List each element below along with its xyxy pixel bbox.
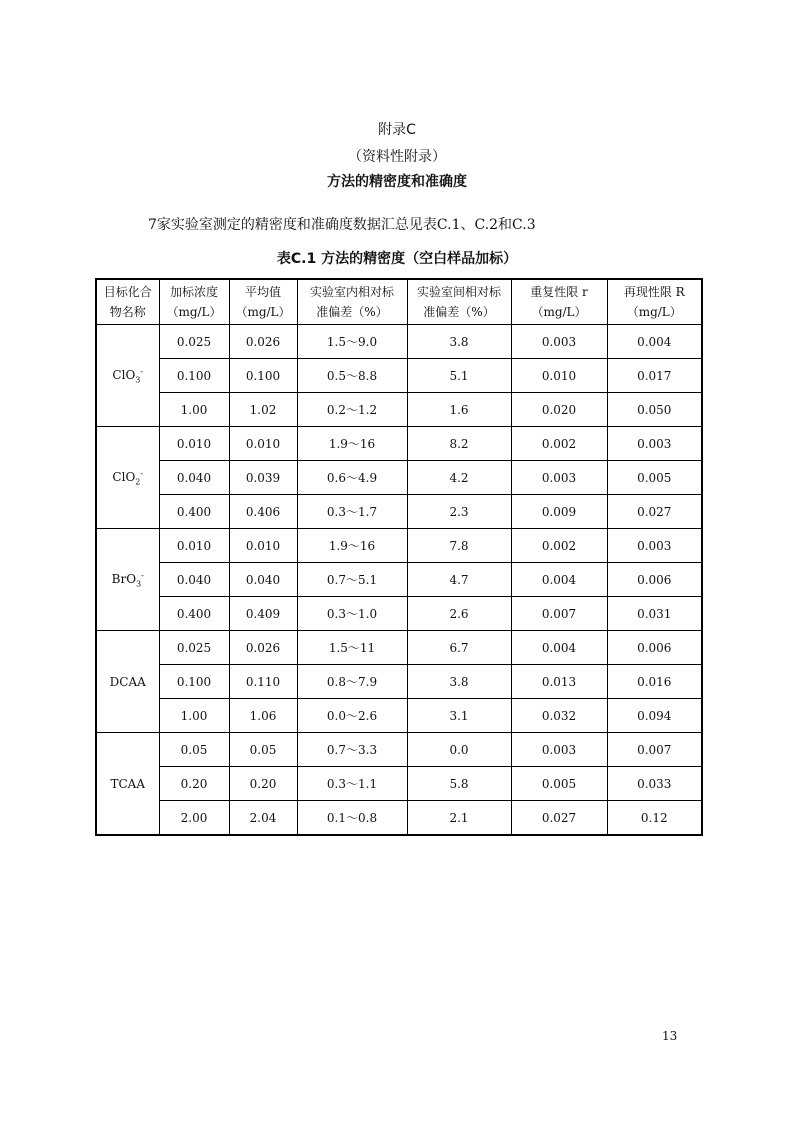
table-cell: 2.00 bbox=[159, 801, 229, 836]
table-row bbox=[96, 529, 702, 563]
table-cell: 0.100 bbox=[229, 359, 297, 393]
header-spike-conc: 加标浓度 （mg/L） bbox=[159, 279, 229, 325]
header-intra-rsd: 实验室内相对标 准偏差（%） bbox=[297, 279, 407, 325]
table-cell: 0.12 bbox=[607, 801, 702, 836]
table-caption: 表C.1 方法的精密度（空白样品加标） bbox=[276, 251, 518, 267]
table-cell: 0.033 bbox=[607, 767, 702, 801]
table-cell: 0.05 bbox=[229, 733, 297, 767]
table-row bbox=[96, 495, 702, 529]
table-cell: 0.110 bbox=[229, 665, 297, 699]
table-cell: 0.004 bbox=[607, 325, 702, 359]
table-cell: 0.010 bbox=[229, 529, 297, 563]
table-row bbox=[96, 767, 702, 801]
table-cell: 0.3～1.1 bbox=[297, 767, 407, 801]
table-cell: 0.026 bbox=[229, 631, 297, 665]
table-cell: 0.0 bbox=[407, 733, 511, 767]
table-cell: 0.006 bbox=[607, 631, 702, 665]
table-cell: 8.2 bbox=[407, 427, 511, 461]
compound-cell: TCAA bbox=[96, 733, 159, 836]
table-cell: 0.004 bbox=[511, 563, 607, 597]
table-cell: 1.9～16 bbox=[297, 529, 407, 563]
table-cell: 0.2～1.2 bbox=[297, 393, 407, 427]
compound-cell: DCAA bbox=[96, 631, 159, 733]
table-cell: 0.017 bbox=[607, 359, 702, 393]
table-cell: 0.002 bbox=[511, 529, 607, 563]
table-row bbox=[96, 699, 702, 733]
table-cell: 0.002 bbox=[511, 427, 607, 461]
table-cell: 2.04 bbox=[229, 801, 297, 836]
table-cell: 0.040 bbox=[159, 563, 229, 597]
table-cell: 0.005 bbox=[607, 461, 702, 495]
table-cell: 1.6 bbox=[407, 393, 511, 427]
table-cell: 0.040 bbox=[229, 563, 297, 597]
table-cell: 0.003 bbox=[607, 529, 702, 563]
table-cell: 0.010 bbox=[159, 427, 229, 461]
table-cell: 0.100 bbox=[159, 359, 229, 393]
table-row bbox=[96, 665, 702, 699]
table-cell: 0.016 bbox=[607, 665, 702, 699]
table-cell: 0.025 bbox=[159, 631, 229, 665]
table-cell: 0.025 bbox=[159, 325, 229, 359]
table-cell: 1.00 bbox=[159, 699, 229, 733]
table-cell: 6.7 bbox=[407, 631, 511, 665]
table-cell: 0.7～3.3 bbox=[297, 733, 407, 767]
table-cell: 3.8 bbox=[407, 325, 511, 359]
table-cell: 0.020 bbox=[511, 393, 607, 427]
table-row bbox=[96, 597, 702, 631]
table-cell: 4.2 bbox=[407, 461, 511, 495]
compound-cell: ClO$_3$- bbox=[96, 325, 159, 427]
table-cell: 0.100 bbox=[159, 665, 229, 699]
table-cell: 1.9～16 bbox=[297, 427, 407, 461]
table-cell: 0.040 bbox=[159, 461, 229, 495]
table-cell: 0.007 bbox=[607, 733, 702, 767]
table-cell: 0.7～5.1 bbox=[297, 563, 407, 597]
table-cell: 0.1～0.8 bbox=[297, 801, 407, 836]
table-row bbox=[96, 359, 702, 393]
table-cell: 0.8～7.9 bbox=[297, 665, 407, 699]
table-cell: 0.406 bbox=[229, 495, 297, 529]
table-cell: 0.031 bbox=[607, 597, 702, 631]
table-cell: 4.7 bbox=[407, 563, 511, 597]
table-cell: 0.094 bbox=[607, 699, 702, 733]
table-row bbox=[96, 461, 702, 495]
table-row bbox=[96, 801, 702, 836]
table-row bbox=[96, 733, 702, 767]
table-cell: 2.6 bbox=[407, 597, 511, 631]
table-cell: 1.5～9.0 bbox=[297, 325, 407, 359]
table-row bbox=[96, 563, 702, 597]
table-cell: 3.1 bbox=[407, 699, 511, 733]
table-cell: 0.3～1.0 bbox=[297, 597, 407, 631]
table-cell: 0.039 bbox=[229, 461, 297, 495]
header-inter-rsd: 实验室间相对标 准偏差（%） bbox=[407, 279, 511, 325]
compound-cell: ClO$_2$- bbox=[96, 427, 159, 529]
table-cell: 0.009 bbox=[511, 495, 607, 529]
table-cell: 0.409 bbox=[229, 597, 297, 631]
table-cell: 0.005 bbox=[511, 767, 607, 801]
table-row bbox=[96, 393, 702, 427]
table-cell: 0.026 bbox=[229, 325, 297, 359]
table-cell: 0.6～4.9 bbox=[297, 461, 407, 495]
table-cell: 0.400 bbox=[159, 597, 229, 631]
table-row bbox=[96, 427, 702, 461]
table-cell: 0.004 bbox=[511, 631, 607, 665]
table-cell: 0.007 bbox=[511, 597, 607, 631]
table-cell: 0.400 bbox=[159, 495, 229, 529]
table-cell: 0.027 bbox=[607, 495, 702, 529]
table-cell: 0.003 bbox=[511, 325, 607, 359]
table-cell: 0.032 bbox=[511, 699, 607, 733]
table-cell: 2.1 bbox=[407, 801, 511, 836]
table-cell: 0.003 bbox=[511, 733, 607, 767]
table-cell: 0.3～1.7 bbox=[297, 495, 407, 529]
table-cell: 0.050 bbox=[607, 393, 702, 427]
table-cell: 1.02 bbox=[229, 393, 297, 427]
table-cell: 2.3 bbox=[407, 495, 511, 529]
table-cell: 0.003 bbox=[607, 427, 702, 461]
table-body bbox=[96, 325, 702, 836]
table-row bbox=[96, 325, 702, 359]
table-cell: 0.5～8.8 bbox=[297, 359, 407, 393]
header-repeatability: 重复性限 r （mg/L） bbox=[511, 279, 607, 325]
compound-cell: BrO$_3$- bbox=[96, 529, 159, 631]
table-cell: 0.003 bbox=[511, 461, 607, 495]
table-cell: 1.00 bbox=[159, 393, 229, 427]
table-cell: 5.8 bbox=[407, 767, 511, 801]
table-row bbox=[96, 631, 702, 665]
table-cell: 0.013 bbox=[511, 665, 607, 699]
table-cell: 0.027 bbox=[511, 801, 607, 836]
header-reproducibility: 再现性限 R （mg/L） bbox=[607, 279, 702, 325]
table-cell: 0.010 bbox=[511, 359, 607, 393]
table-cell: 0.010 bbox=[229, 427, 297, 461]
table-header-row bbox=[96, 279, 702, 325]
table-cell: 0.20 bbox=[229, 767, 297, 801]
appendix-title: 附录C bbox=[378, 122, 416, 138]
table-cell: 0.20 bbox=[159, 767, 229, 801]
table-cell: 5.1 bbox=[407, 359, 511, 393]
page-number: 13 bbox=[662, 1029, 678, 1043]
table-cell: 1.5～11 bbox=[297, 631, 407, 665]
table-cell: 7.8 bbox=[407, 529, 511, 563]
appendix-subtitle: 方法的精密度和准确度 bbox=[327, 174, 467, 190]
table-cell: 0.006 bbox=[607, 563, 702, 597]
precision-table bbox=[95, 278, 703, 836]
table-cell: 3.8 bbox=[407, 665, 511, 699]
header-mean: 平均值 （mg/L） bbox=[229, 279, 297, 325]
header-compound: 目标化合 物名称 bbox=[96, 279, 159, 325]
table-cell: 1.06 bbox=[229, 699, 297, 733]
table-cell: 0.010 bbox=[159, 529, 229, 563]
appendix-type: （资料性附录） bbox=[348, 149, 446, 165]
table-cell: 0.0～2.6 bbox=[297, 699, 407, 733]
table-cell: 0.05 bbox=[159, 733, 229, 767]
intro-paragraph: 7家实验室测定的精密度和准确度数据汇总见表C.1、C.2和C.3 bbox=[148, 217, 536, 233]
